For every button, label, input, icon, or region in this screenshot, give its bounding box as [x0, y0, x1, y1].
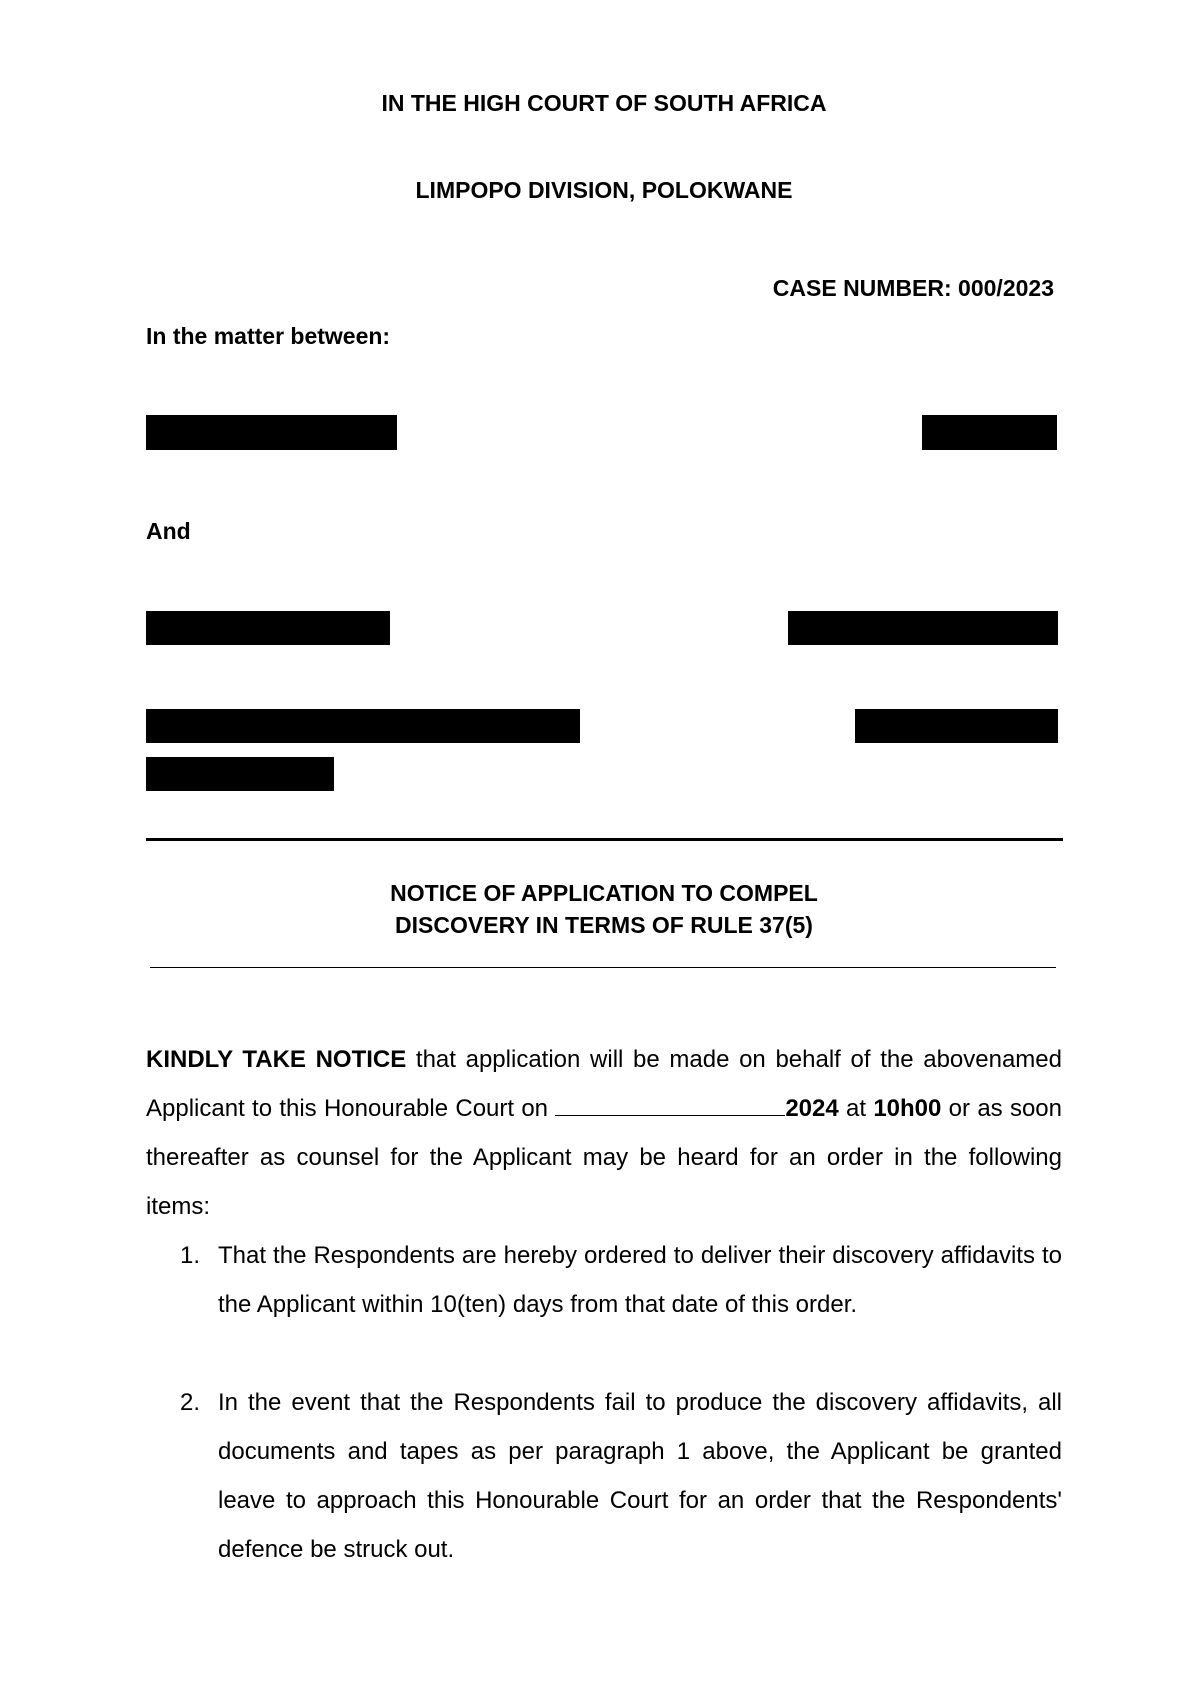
- court-division: LIMPOPO DIVISION, POLOKWANE: [415, 177, 793, 203]
- item-text: In the event that the Respondents fail to produce the discovery affidavits, all documents and tapes as per paragraph 1 above, the Applicant be granted leave to approach this Honourable Court for an order that the Respondents' defence be struck out.: [218, 1389, 1062, 1563]
- title-top-rule: [146, 838, 1063, 841]
- notice-year: 2024: [785, 1095, 839, 1122]
- matter-between-label: In the matter between:: [146, 323, 391, 349]
- notice-paragraph: [146, 1035, 1062, 1231]
- redacted-first-respondent-name: [146, 611, 390, 645]
- notice-lead: KINDLY TAKE NOTICE: [146, 1046, 407, 1073]
- hearing-date-blank: [555, 1095, 785, 1116]
- court-name: IN THE HIGH COURT OF SOUTH AFRICA: [381, 90, 827, 116]
- notice-time: 10h00: [873, 1095, 942, 1122]
- item-text: That the Respondents are hereby ordered to deliver their discovery affidavits to the Applicant within 10(ten) days from that date of this order.: [218, 1242, 1062, 1318]
- redacted-applicant-name: [146, 415, 397, 450]
- and-label: And: [146, 518, 191, 544]
- redacted-second-respondent-name-cont: [146, 757, 334, 791]
- document-title: [146, 877, 1062, 941]
- item-number: 1.: [180, 1242, 201, 1269]
- case-number: CASE NUMBER: 000/2023: [772, 275, 1054, 301]
- notice-text-2: or as soon thereafter as counsel for the Applicant may be heard for an order in the following items:: [146, 1095, 1062, 1220]
- document-title-line-1: NOTICE OF APPLICATION TO COMPEL: [390, 880, 818, 906]
- redacted-second-respondent-role: [855, 709, 1058, 743]
- redacted-second-respondent-name: [146, 709, 580, 743]
- notice-at: at: [838, 1095, 874, 1122]
- redacted-applicant-role: [922, 415, 1057, 450]
- item-number: 2.: [180, 1389, 201, 1416]
- notice-text-1: that application will be made on behalf of the abovenamed Applicant to this Honourable Court on: [146, 1046, 1062, 1122]
- title-bottom-rule: [150, 967, 1056, 968]
- redacted-first-respondent-role: [788, 611, 1058, 645]
- document-title-line-2: DISCOVERY IN TERMS OF RULE 37(5): [395, 912, 813, 938]
